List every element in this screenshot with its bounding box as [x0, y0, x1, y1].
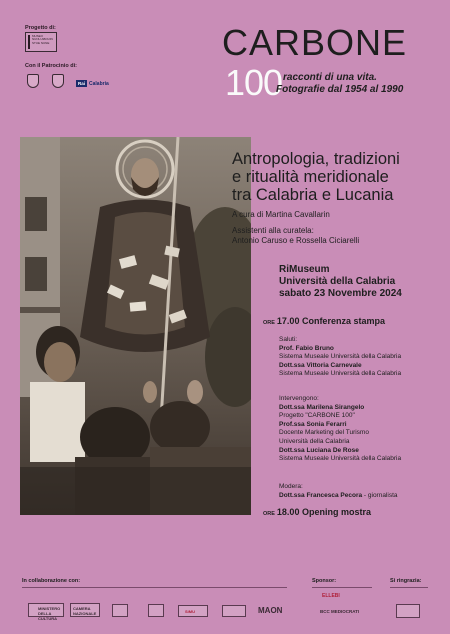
- region-crest-icon: [52, 74, 64, 88]
- exhibition-heading: [232, 150, 442, 204]
- venue-name: RiMuseum: [279, 264, 330, 275]
- ore-label: ORE: [263, 320, 275, 326]
- assistants-block: [232, 226, 359, 246]
- camera-logo-text: CAMERA NAZIONALE: [73, 606, 97, 616]
- greeting-role-2: Sistema Museale Università della Calabria: [279, 370, 402, 378]
- moderator-name: Dott.ssa Francesca Pecora: [279, 491, 363, 499]
- ellebi-logo-text: ELLEBI: [322, 593, 340, 599]
- patronage-label: Con il Patrocinio di:: [25, 63, 77, 69]
- greeting-name-2: Dott.ssa Vittoria Carnevale: [279, 361, 362, 369]
- assistants-label: Assistenti alla curatela:: [232, 226, 314, 235]
- subtitle-line2: Fotografie dal 1954 al 1990: [276, 84, 404, 95]
- ellebi-logo: [318, 592, 356, 603]
- rai-logo-text: Calabria: [89, 80, 109, 87]
- venue-date: sabato 23 Novembre 2024: [279, 288, 402, 299]
- bcc-logo-text: BCC MEDIOCRATI: [320, 609, 360, 614]
- project-logo: [25, 32, 57, 52]
- subtitle-line1: racconti di una vita.: [283, 72, 377, 83]
- ministero-logo-text: MINISTERO DELLA CULTURA: [38, 606, 61, 621]
- speaker-line-1: Dott.ssa Marilena Sirangelo: [279, 403, 365, 411]
- speakers-label: Intervengono:: [279, 395, 319, 402]
- institution-temple-icon: [112, 604, 128, 617]
- moderator-block: [279, 483, 398, 500]
- procession-photo: [20, 137, 251, 515]
- municipality-crest-icon: [27, 74, 39, 88]
- speaker-line-5: Università della Calabria: [279, 437, 350, 445]
- thanks-divider: [390, 587, 428, 588]
- bcc-mediocrati-logo: [318, 608, 368, 618]
- simu-logo: [178, 605, 208, 617]
- greetings-block: [279, 336, 401, 379]
- speaker-line-2: Progetto "CARBONE 100": [279, 412, 355, 420]
- title-number: 100: [225, 62, 283, 103]
- ministero-cultura-logo: [28, 603, 64, 621]
- collab-label: In collaborazione con:: [22, 578, 81, 584]
- greetings-label: Saluti:: [279, 336, 298, 343]
- speaker-line-3: Prof.ssa Sonia Ferarri: [279, 420, 347, 428]
- partner-logo: [222, 605, 246, 617]
- project-label: Progetto di:: [25, 25, 56, 31]
- rai-calabria-logo: [76, 80, 109, 87]
- moderator-role: - giornalista: [362, 491, 398, 499]
- ore-label-2: ORE: [263, 511, 275, 517]
- sponsor-label: Sponsor:: [312, 578, 337, 584]
- venue-block: [279, 264, 402, 300]
- heading-line-1: Antropologia, tradizioni: [232, 150, 400, 168]
- greeting-role-1: Sistema Museale Università della Calabria: [279, 353, 402, 361]
- thanks-label: Si ringrazia:: [390, 578, 422, 584]
- museum-building-icon: [148, 604, 164, 617]
- assistants-names: Antonio Caruso e Rossella Ciciarelli: [232, 236, 360, 245]
- moderator-label: Modera:: [279, 483, 303, 490]
- speaker-line-7: Sistema Museale Università della Calabria: [279, 455, 402, 463]
- camera-nazionale-logo: [70, 603, 100, 617]
- heading-line-3: tra Calabria e Lucania: [232, 186, 394, 204]
- speaker-line-6: Dott.ssa Luciana De Rose: [279, 446, 359, 454]
- heading-line-2: e ritualità meridionale: [232, 168, 389, 186]
- rai-logo-mark: Rai: [78, 81, 86, 86]
- venue-university: Università della Calabria: [279, 276, 396, 287]
- curator-line: A cura di Martina Cavallarin: [232, 210, 330, 219]
- maon-logo-text: MAON: [258, 606, 283, 615]
- opening-time: 18.00 Opening mostra: [276, 507, 371, 517]
- photo-image: [20, 137, 251, 515]
- opening-row: [263, 507, 371, 517]
- project-logo-text: MUSEO NUNU ABOUIN STUE NUNE: [32, 34, 53, 45]
- simu-logo-text: SiMU: [185, 609, 195, 614]
- speakers-block: [279, 395, 401, 464]
- press-conference-row: [263, 316, 385, 326]
- maon-logo: [258, 604, 288, 618]
- press-time: 17.00 Conferenza stampa: [276, 316, 385, 326]
- thanks-logo: [396, 604, 420, 618]
- sponsor-divider: [312, 587, 372, 588]
- speaker-line-4: Docente Marketing del Turismo: [279, 429, 369, 437]
- collab-divider: [22, 587, 287, 588]
- main-title: CARBONE: [222, 22, 408, 63]
- greeting-name-1: Prof. Fabio Bruno: [279, 344, 334, 352]
